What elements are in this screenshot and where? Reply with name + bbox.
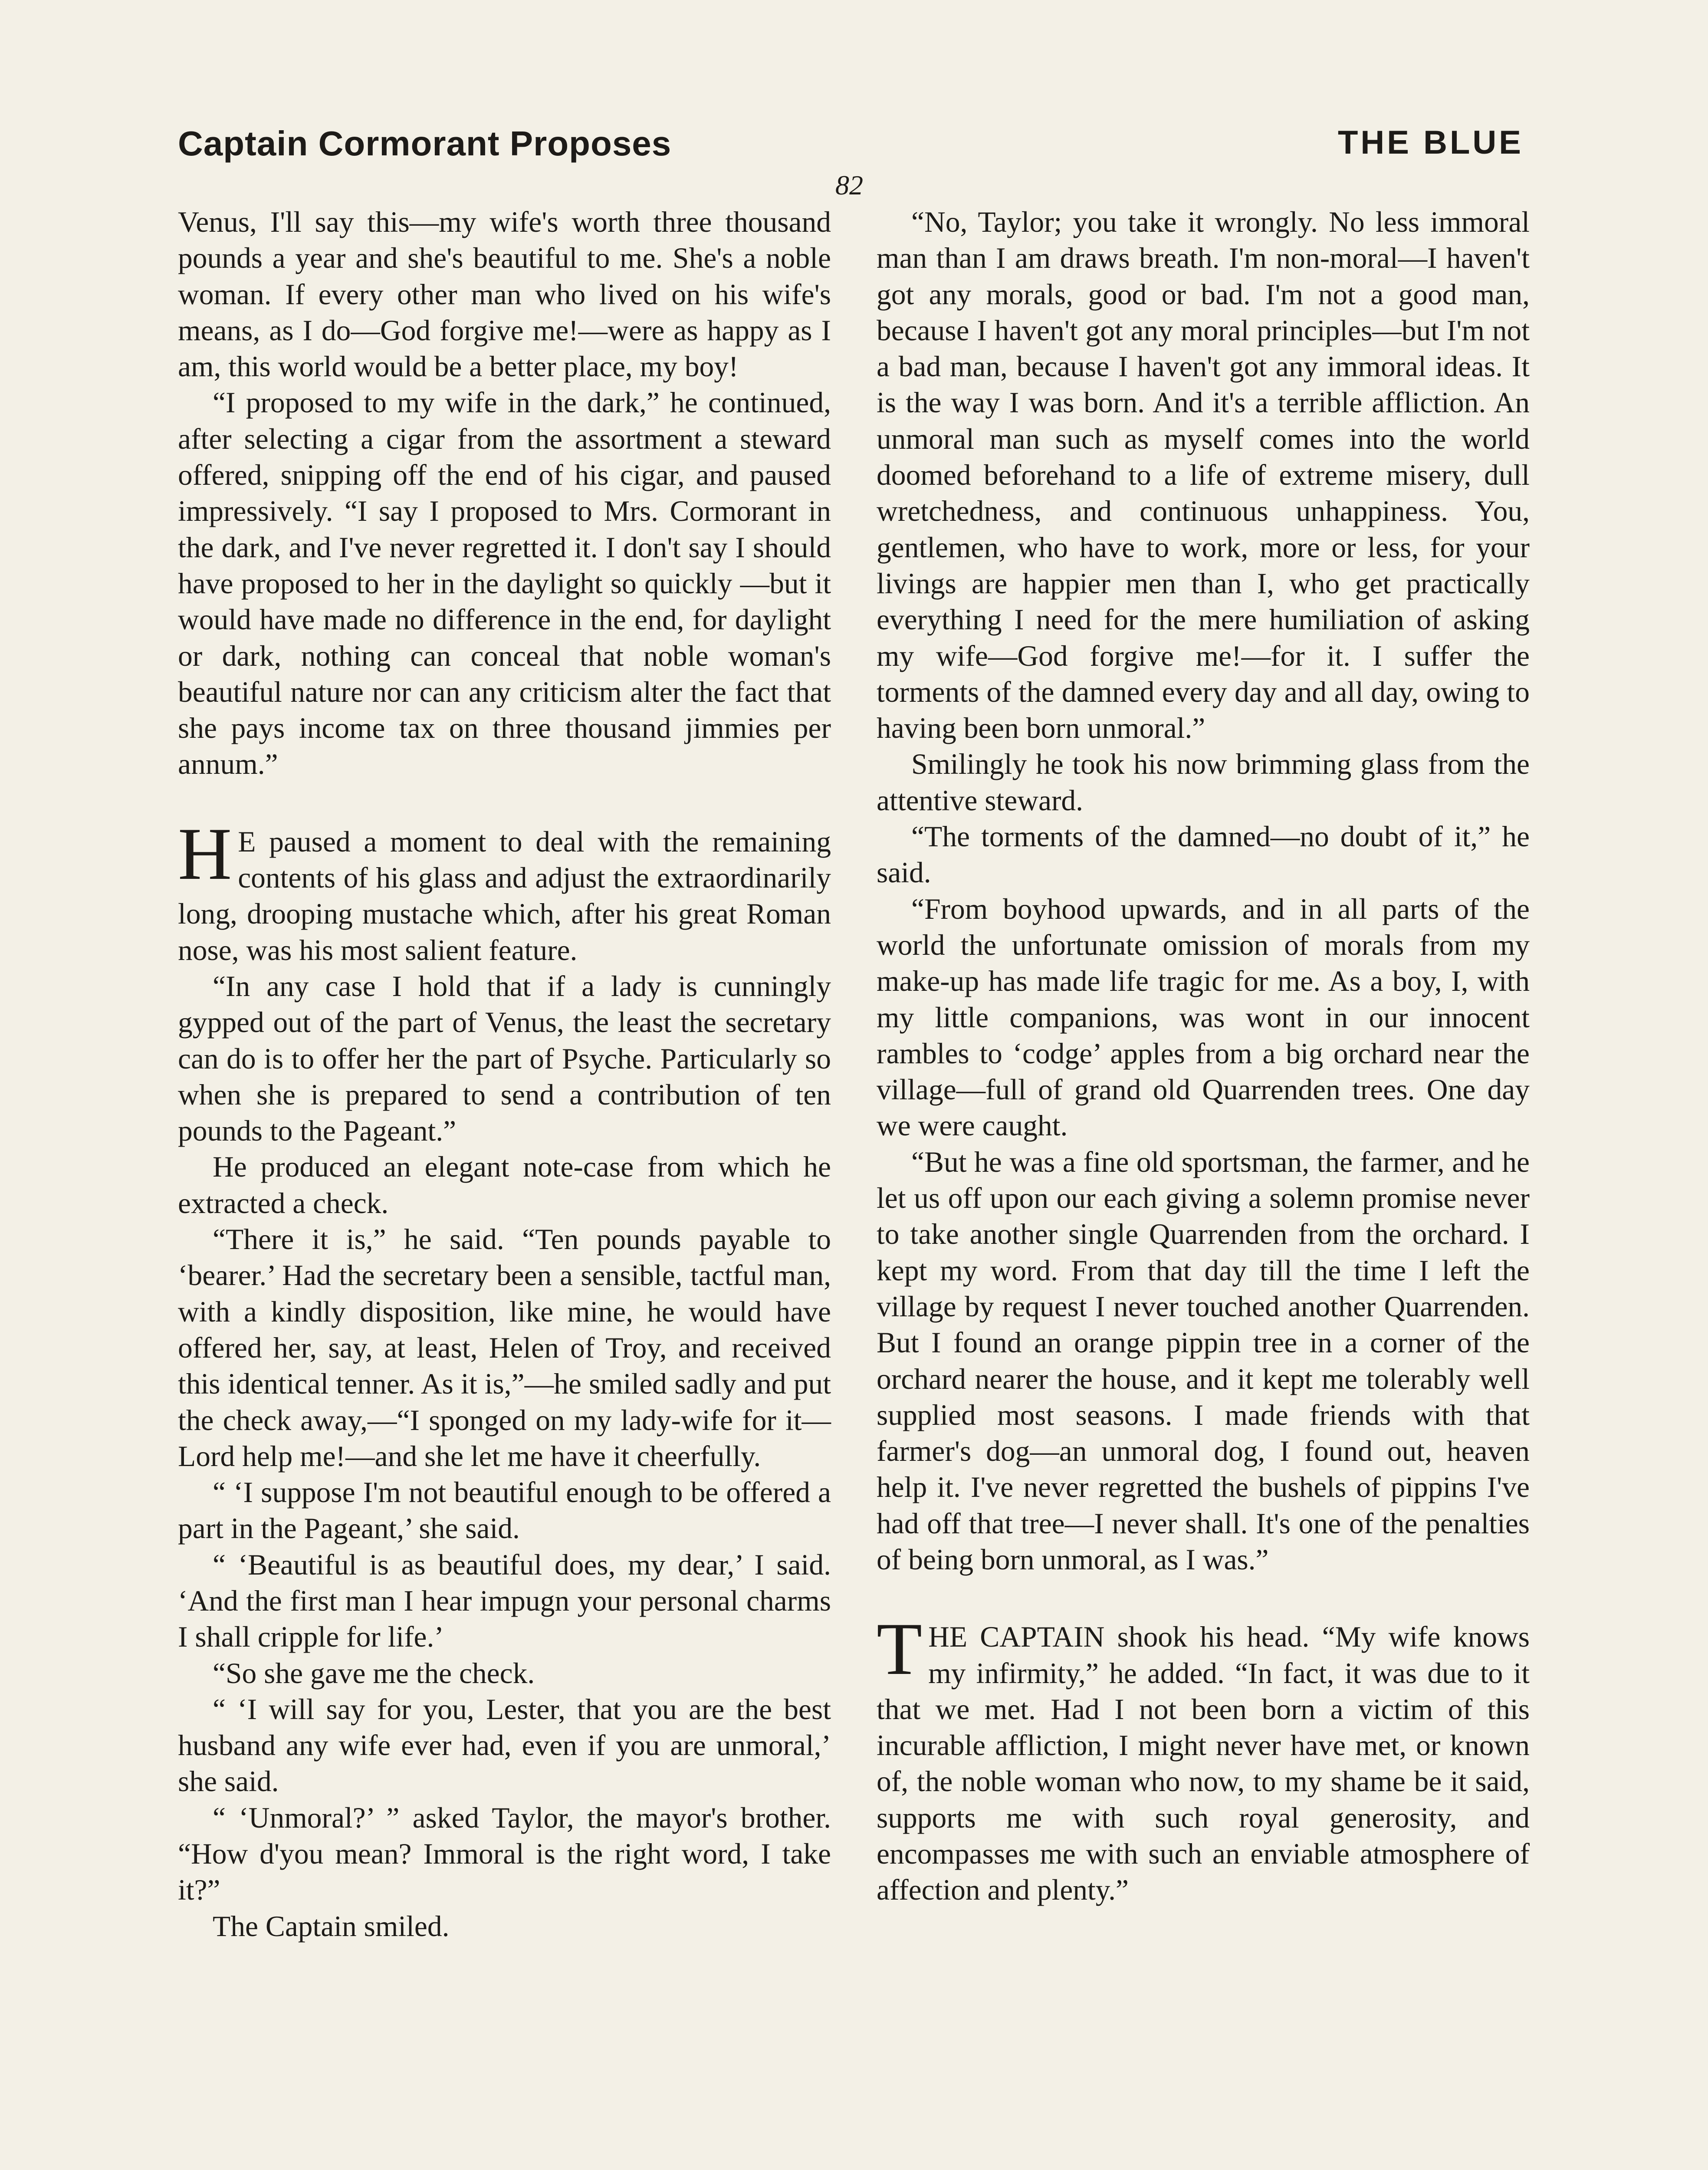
paragraph: “ ‘I will say for you, Lester, that you are the best husband any wife ever had, even if you are unmoral,’ she said. xyxy=(178,1693,831,1798)
paragraph-text: E paused a moment to deal with the remaining contents of his glass and adjust the extraordinarily long, drooping mustache which, after his great Roman nose, was his most salient feature. xyxy=(178,825,831,967)
paragraph: “From boyhood upwards, and in all parts of the world the unfortunate omission of morals from my make-up has made life tragic for me. As a boy, I, with my little companions, was wont in our innocent rambles to ‘codge’ apples from a big orchard near the village—full of grand old Quarrenden trees. One day we were caught. xyxy=(877,892,1530,1142)
paragraph: “So she gave me the check. xyxy=(213,1657,535,1690)
article-title: Captain Cormorant Proposes xyxy=(178,124,672,163)
paragraph: “There it is,” he said. “Ten pounds payable to ‘bearer.’ Had the secretary been a sensible, tactful man, with a kindly disposition, like mine, he would have offered her, say, at least, Helen of Troy, and received this identical tenner. As it is,”—he smiled sadly and put the check away,—“I sponged on my lady-wife for it—Lord help me!—and she let me have it cheerfully. xyxy=(178,1223,831,1473)
left-column xyxy=(178,204,831,1944)
paragraph: “ ‘I suppose I'm not beautiful enough to be offered a part in the Pageant,’ she said. xyxy=(178,1476,831,1545)
paragraph: “The torments of the damned—no doubt of it,” he said. xyxy=(877,820,1530,889)
paragraph: He produced an elegant note-case from which he extracted a check. xyxy=(178,1151,831,1220)
section-paragraph xyxy=(178,812,831,968)
paragraph: “ ‘Beautiful is as beautiful does, my dear,’ I said. ‘And the first man I hear impugn your personal charms I shall cripple for life.’ xyxy=(178,1548,831,1654)
paragraph: “I proposed to my wife in the dark,” he continued, after selecting a cigar from the assortment a steward offered, snipping off the end of his cigar, and paused impressively. “I say I proposed to Mrs. Cormorant in the dark, and I've never regretted it. I don't say I should have proposed to her in the daylight so quickly —but it would have made no difference in the end, for daylight or dark, nothing can conceal that noble woman's beautiful nature nor can any criticism alter the fact that she pays income tax on three thousand jimmies per annum.” xyxy=(178,386,831,781)
paragraph: Smilingly he took his now brimming glass from the attentive steward. xyxy=(877,748,1530,817)
page-number: 82 xyxy=(835,170,863,201)
paragraph: “ ‘Unmoral?’ ” asked Taylor, the mayor's brother. “How d'you mean? Immoral is the right word, I take it?” xyxy=(178,1801,831,1907)
paragraph: “But he was a fine old sportsman, the farmer, and he let us off upon our each giving a solemn promise never to take another single Quarrenden from the orchard. I kept my word. From that day till the time I left the village by request I never touched another Quarrenden. But I found an orange pippin tree in a corner of the orchard nearer the house, and it kept me tolerably well supplied most seasons. I made friends with that farmer's dog—an unmoral dog, I found out, heaven help it. I've never regretted the bushels of pippins I've had off that tree—I never shall. It's one of the penalties of being born unmoral, as I was.” xyxy=(877,1145,1530,1576)
section-paragraph xyxy=(877,1608,1530,1908)
paragraph: Venus, I'll say this—my wife's worth three thousand pounds a year and she's beautiful to me. She's a noble woman. If every other man who lived on his wife's means, as I do—God forgive me!—were as happy as I am, this world would be a better place, my boy! xyxy=(178,206,831,383)
right-column xyxy=(877,204,1530,1908)
paragraph: “In any case I hold that if a lady is cunningly gypped out of the part of Venus, the least the secretary can do is to offer her the part of Psyche. Particularly so when she is prepared to send a contribution of ten pounds to the Pageant.” xyxy=(178,970,831,1147)
magazine-name: THE BLUE xyxy=(1338,124,1524,161)
drop-cap: H xyxy=(178,812,232,895)
paragraph-text: HE CAPTAIN shook his head. “My wife knows my infirmity,” he added. “In fact, it was due to it that we met. Had I not been born a victim of this incurable affliction, I might never have met, or known of, the noble woman who now, to my shame be it said, supports me with such royal generosity, and encompasses me with such an enviable atmosphere of affection and plenty.” xyxy=(877,1621,1530,1907)
paragraph: The Captain smiled. xyxy=(213,1910,450,1943)
paragraph: “No, Taylor; you take it wrongly. No less immoral man than I am draws breath. I'm non-moral—I haven't got any morals, good or bad. I'm not a good man, because I haven't got any moral principles—but I'm not a bad man, because I haven't got any immoral ideas. It is the way I was born. And it's a terrible affliction. An unmoral man such as myself comes into the world doomed beforehand to a life of extreme misery, dull wretchedness, and continuous unhappiness. You, gentlemen, who have to work, more or less, for your livings are happier men than I, who get practically everything I need for the mere humiliation of asking my wife—God forgive me!—for it. I suffer the torments of the damned every day and all day, owing to having been born unmoral.” xyxy=(877,206,1530,745)
drop-cap: T xyxy=(877,1608,923,1691)
